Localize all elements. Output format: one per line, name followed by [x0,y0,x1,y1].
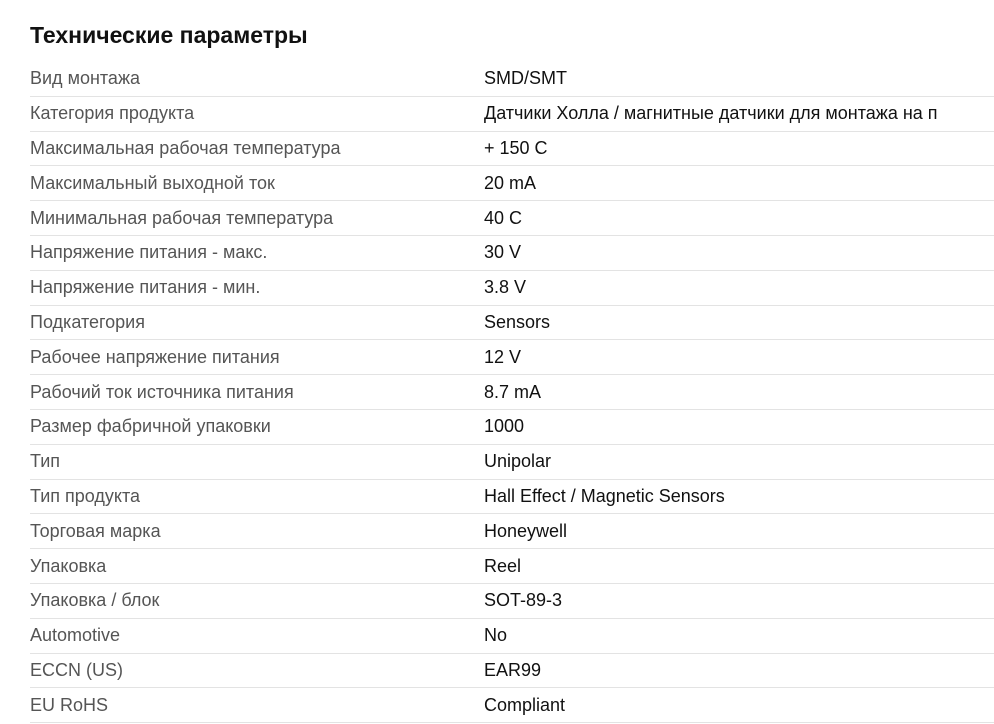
spec-value: 30 V [484,242,522,263]
spec-row-packaging [30,549,994,584]
spec-label: Минимальная рабочая температура [30,207,334,228]
spec-row-eccn [30,654,994,689]
spec-row-factory-pack-size [30,410,994,445]
spec-label: Тип [30,451,61,472]
spec-row-operating-voltage [30,340,994,375]
section-title: Технические параметры [30,22,308,48]
spec-label: Максимальный выходной ток [30,172,275,193]
spec-row-eu-rohs [30,688,994,723]
spec-label: Упаковка / блок [30,590,160,611]
spec-value: Honeywell [484,520,568,541]
spec-value: SOT-89-3 [484,590,563,611]
spec-label: ECCN (US) [30,659,123,680]
spec-value: Sensors [484,311,551,332]
spec-value: Hall Effect / Magnetic Sensors [484,485,725,506]
spec-row-max-temp [30,132,994,167]
spec-row-mounting [30,62,994,97]
spec-label: Максимальная рабочая температура [30,137,341,158]
spec-value: EAR99 [484,659,542,680]
spec-row-package-case [30,584,994,619]
spec-value: 1000 [484,416,525,437]
spec-value: No [484,625,508,646]
spec-label: Упаковка [30,555,107,576]
spec-row-supply-voltage-max [30,236,994,271]
spec-row-max-output-current [30,166,994,201]
spec-row-brand [30,514,994,549]
spec-label: Напряжение питания - макс. [30,242,268,263]
spec-row-min-temp [30,201,994,236]
spec-value: SMD/SMT [484,68,567,89]
spec-value: Unipolar [484,451,552,472]
spec-label: Торговая марка [30,520,161,541]
spec-label: Размер фабричной упаковки [30,416,271,437]
spec-label: Тип продукта [30,485,141,506]
spec-row-product-type [30,480,994,515]
spec-value: 12 V [484,346,522,367]
spec-row-automotive [30,619,994,654]
spec-label: Вид монтажа [30,68,140,89]
spec-value: 20 mA [484,172,537,193]
spec-row-type [30,445,994,480]
spec-value: Compliant [484,694,566,715]
spec-label: Рабочий ток источника питания [30,381,294,402]
spec-row-category [30,97,994,132]
spec-row-supply-current [30,375,994,410]
spec-label: Напряжение питания - мин. [30,277,261,298]
spec-value: 3.8 V [484,277,527,298]
spec-label: EU RoHS [30,694,109,715]
spec-label: Рабочее напряжение питания [30,346,280,367]
spec-value: Датчики Холла / магнитные датчики для монтажа на п [484,103,938,124]
spec-label: Подкатегория [30,311,145,332]
spec-label: Категория продукта [30,103,195,124]
spec-value: + 150 C [484,137,548,158]
spec-value: 8.7 mA [484,381,542,402]
spec-table [30,62,994,723]
spec-value: 40 C [484,207,523,228]
spec-label: Automotive [30,625,121,646]
spec-row-supply-voltage-min [30,271,994,306]
spec-row-subcategory [30,306,994,341]
spec-value: Reel [484,555,522,576]
